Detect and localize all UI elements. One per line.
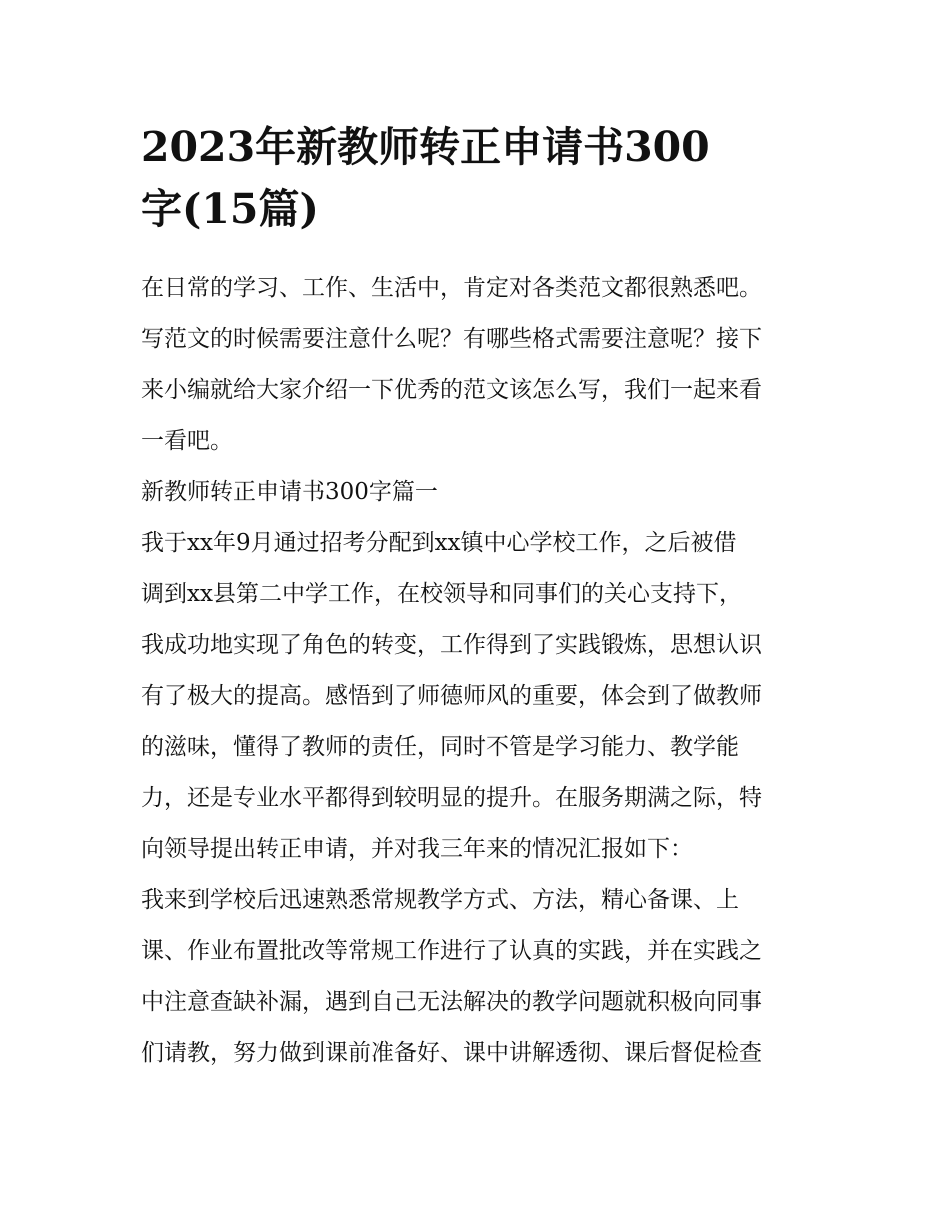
body-line: 我于xx年9月通过招考分配到xx镇中心学校工作，之后被借 — [141, 530, 737, 556]
title-line: 字(15篇) — [141, 185, 319, 233]
body-line: 们请教，努力做到课前准备好、课中讲解透彻、课后督促检查 — [141, 1040, 762, 1066]
body-line: 中注意查缺补漏，遇到自己无法解决的教学问题就积极向同事 — [141, 989, 762, 1015]
intro-line: 写范文的时候需要注意什么呢？有哪些格式需要注意呢？接下 — [141, 326, 762, 352]
body-line: 课、作业布置批改等常规工作进行了认真的实践，并在实践之 — [141, 938, 762, 964]
document-body — [141, 116, 811, 1079]
body-line: 我成功地实现了角色的转变，工作得到了实践锻炼，思想认识 — [141, 632, 762, 658]
body-line: 的滋味，懂得了教师的责任，同时不管是学习能力、教学能 — [141, 734, 739, 760]
body-line: 力，还是专业水平都得到较明显的提升。在服务期满之际，特 — [141, 785, 762, 811]
intro-paragraph — [141, 263, 811, 467]
intro-line: 来小编就给大家介绍一下优秀的范文该怎么写，我们一起来看 — [141, 377, 762, 403]
title-line: 2023年新教师转正申请书300 — [141, 123, 710, 171]
body-paragraph-2 — [141, 875, 811, 1079]
body-line: 我来到学校后迅速熟悉常规教学方式、方法，精心备课、上 — [141, 887, 739, 913]
intro-line: 一看吧。 — [141, 428, 233, 454]
body-paragraph-1 — [141, 518, 811, 875]
document-title — [141, 116, 811, 240]
intro-line: 在日常的学习、工作、生活中，肯定对各类范文都很熟悉吧。 — [141, 275, 762, 301]
body-line: 有了极大的提高。感悟到了师德师风的重要，体会到了做教师 — [141, 683, 762, 709]
body-line: 调到xx县第二中学工作，在校领导和同事们的关心支持下， — [141, 581, 742, 607]
body-line: 向领导提出转正申请，并对我三年来的情况汇报如下： — [141, 836, 693, 862]
section-heading: 新教师转正申请书300字篇一 — [141, 479, 438, 505]
